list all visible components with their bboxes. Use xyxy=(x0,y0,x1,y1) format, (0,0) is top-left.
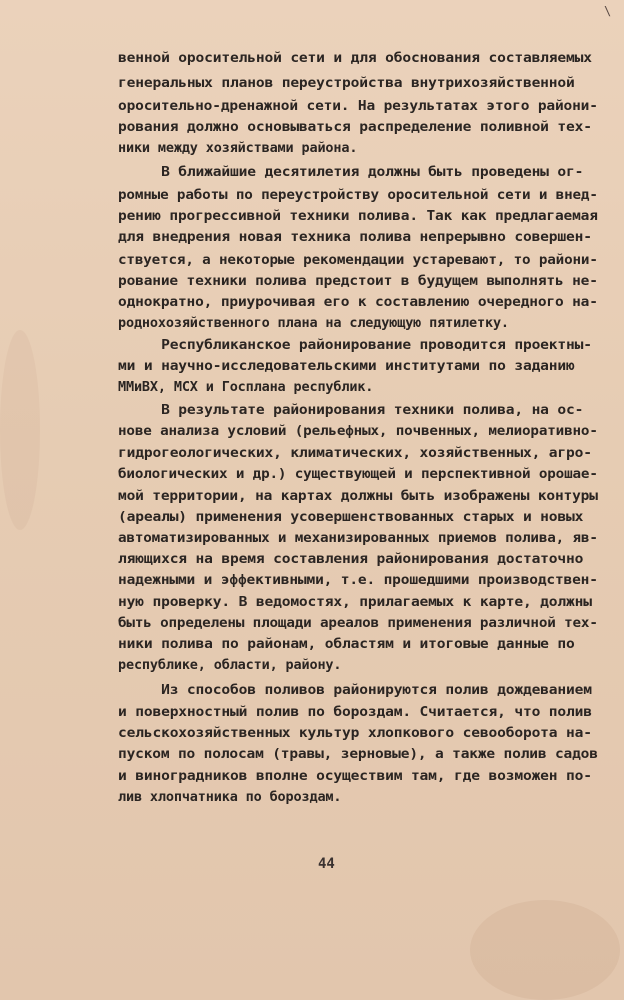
text-line: ники полива по районам, областям и итоговые данные по xyxy=(118,636,575,652)
text-line: автоматизированных и механизированных приемов полива, яв- xyxy=(118,530,598,546)
text-line: и поверхностный полив по бороздам. Считается, что полив xyxy=(118,704,592,720)
text-line: ники между хозяйствами района. xyxy=(118,140,358,156)
text-line: В результате районирования техники полива, на ос- xyxy=(118,402,584,418)
text-line: В ближайшие десятилетия должны быть проведены ог- xyxy=(118,164,584,180)
text-line: ляющихся на время составления районирования достаточно xyxy=(118,551,584,567)
paper-stain xyxy=(0,330,40,530)
text-line: биологических и др.) существующей и перспективной орошае- xyxy=(118,466,598,482)
text-line: республике, области, району. xyxy=(118,657,342,673)
text-line: нове анализа условий (рельефных, почвенных, мелиоративно- xyxy=(118,423,598,439)
text-line: рению прогрессивной техники полива. Так как предлагаемая xyxy=(118,208,598,224)
text-line: лив хлопчатника по бороздам. xyxy=(118,789,342,805)
text-line: рование техники полива предстоит в будущем выполнять не- xyxy=(118,273,598,289)
page-number: 44 xyxy=(318,856,335,872)
text-line: оросительно-дренажной сети. На результатах этого райони- xyxy=(118,98,598,114)
text-line: быть определены площади ареалов применения различной тех- xyxy=(118,615,598,631)
text-line: для внедрения новая техника полива непрерывно совершен- xyxy=(118,229,592,245)
text-line: гидрогеологических, климатических, хозяйственных, агро- xyxy=(118,445,592,461)
text-line: однократно, приурочивая его к составлению очередного на- xyxy=(118,294,598,310)
text-line: генеральных планов переустройства внутрихозяйственной xyxy=(118,75,575,91)
text-line: надежными и эффективными, т.е. прошедшими производствен- xyxy=(118,572,598,588)
text-line: (ареалы) применения усовершенствованных старых и новых xyxy=(118,509,584,525)
text-line: ствуется, а некоторые рекомендации устаревают, то райони- xyxy=(118,252,598,268)
text-line: и виноградников вполне осуществим там, где возможен по- xyxy=(118,768,592,784)
text-line: ММиВХ, МСХ и Госплана республик. xyxy=(118,379,374,395)
text-line: венной оросительной сети и для обоснования составляемых xyxy=(118,50,592,66)
text-line: рования должно основываться распределение поливной тех- xyxy=(118,119,592,135)
text-line: ную проверку. В ведомостях, прилагаемых к карте, должны xyxy=(118,594,592,610)
text-line: ми и научно-исследовательскими институтами по заданию xyxy=(118,358,575,374)
text-line: ромные работы по переустройству оросительной сети и внед- xyxy=(118,187,598,203)
text-line: Из способов поливов районируются полив дождеванием xyxy=(118,682,592,698)
text-line: роднохозяйственного плана на следующую пятилетку. xyxy=(118,315,509,331)
text-line: Республиканское районирование проводится проектны- xyxy=(118,337,592,353)
corner-mark: \ xyxy=(604,4,612,18)
text-line: сельскохозяйственных культур хлопкового севооборота на- xyxy=(118,725,592,741)
paper-stain xyxy=(470,900,620,1000)
text-line: мой территории, на картах должны быть изображены контуры xyxy=(118,488,598,504)
text-line: пуском по полосам (травы, зерновые), а также полив садов xyxy=(118,746,598,762)
